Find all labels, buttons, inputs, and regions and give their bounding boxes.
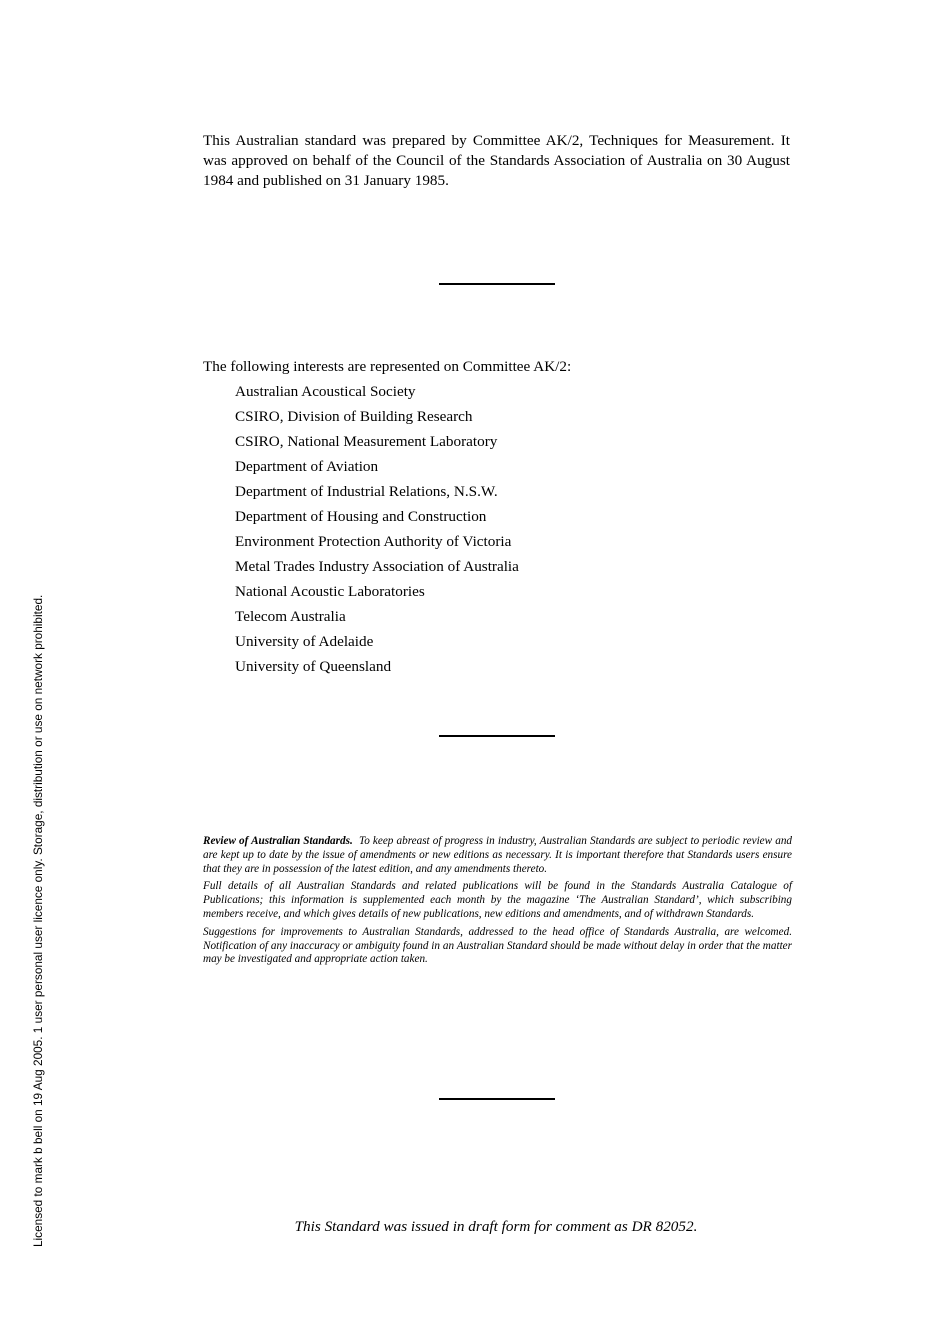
committee-member: Environment Protection Authority of Victoria [235, 533, 512, 550]
committee-member: Telecom Australia [235, 608, 346, 625]
committee-member: Metal Trades Industry Association of Australia [235, 558, 519, 575]
committee-member: Department of Aviation [235, 458, 379, 475]
committee-member: CSIRO, National Measurement Laboratory [235, 433, 498, 450]
review-paragraph [203, 835, 792, 876]
licence-watermark: Licensed to mark b bell on 19 Aug 2005. 1 user personal user licence only. Storage, distribution or use on network prohibited. [31, 594, 45, 1247]
review-paragraph-text: To keep abreast of progress in industry, Australian Standards are subject to periodic review and are kept up to date by the issue of amendments or new editions as necessary. It is important therefore that Standards users ensure that they are in possession of the latest edition, and any amendments thereto. [203, 835, 793, 875]
committee-member: University of Queensland [235, 658, 392, 675]
section-divider [439, 283, 555, 285]
committee-member: National Acoustic Laboratories [235, 583, 425, 600]
preparation-statement: This Australian standard was prepared by Committee AK/2, Techniques for Measurement. It was approved on behalf of the Council of the Standards Association of Australia on 30 August 1984 and published on 31 January 1985. [203, 132, 790, 189]
review-paragraph: Suggestions for improvements to Australian Standards, addressed to the head office of Standards Australia, are welcomed. Notification of any inaccuracy or ambiguity found in an Australian Standard should be made without delay in order that the matter may be investigated and appropriate action taken. [203, 925, 792, 966]
draft-note: This Standard was issued in draft form for comment as DR 82052. [294, 1218, 698, 1235]
committee-member: Department of Industrial Relations, N.S.W. [235, 483, 498, 500]
review-notice [203, 835, 792, 971]
review-heading: Review of Australian Standards. [203, 835, 353, 847]
committee-member: University of Adelaide [235, 633, 374, 650]
review-paragraph: Full details of all Australian Standards and related publications will be found in the Standards Australia Catalogue of Publications; this information is supplemented each month by the magazine ‘The Australian Standard’, which subscribing members receive, and which gives details of new publications, new editions and amendments, and of withdrawn Standards. [203, 880, 792, 920]
committee-heading: The following interests are represented on Committee AK/2: [203, 358, 572, 375]
section-divider [439, 735, 555, 737]
committee-member: Australian Acoustical Society [235, 383, 416, 400]
committee-member: CSIRO, Division of Building Research [235, 408, 473, 425]
section-divider [439, 1098, 555, 1100]
committee-member: Department of Housing and Construction [235, 508, 487, 525]
committee-member-list [235, 382, 519, 682]
